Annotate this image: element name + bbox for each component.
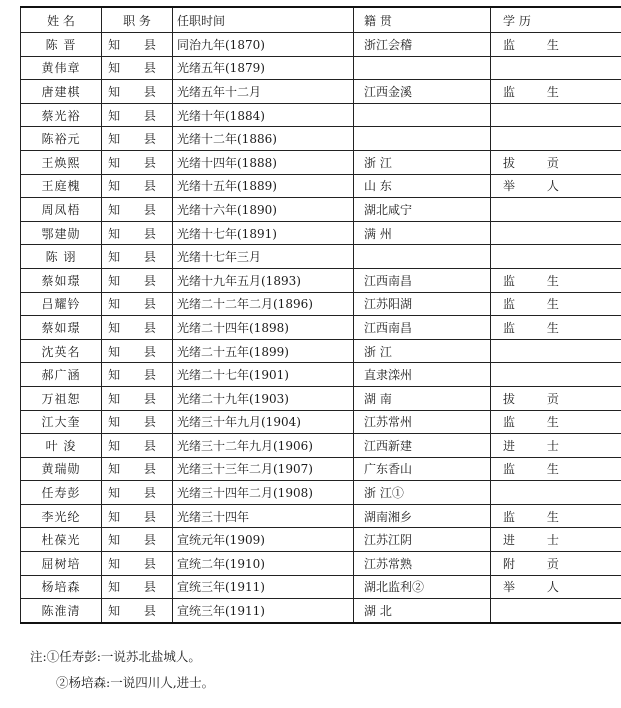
cell-post: 知 县 <box>102 198 173 222</box>
cell-post: 知 县 <box>102 363 173 387</box>
table-row <box>21 457 621 481</box>
cell-origin: 浙 江① <box>354 481 491 505</box>
cell-origin: 广东香山 <box>354 457 491 481</box>
cell-origin: 江西金溪 <box>354 80 491 104</box>
cell-time: 光绪三十四年 <box>173 504 354 528</box>
cell-post: 知 县 <box>102 150 173 174</box>
cell-education: 监 生 <box>491 457 621 481</box>
cell-education <box>491 363 621 387</box>
cell-origin <box>354 56 491 80</box>
table-row <box>21 198 621 222</box>
cell-name: 陈 诩 <box>21 245 102 269</box>
cell-time: 光绪十四年(1888) <box>173 150 354 174</box>
cell-origin: 湖 北 <box>354 599 491 623</box>
cell-name: 陈裕元 <box>21 127 102 151</box>
cell-post: 知 县 <box>102 80 173 104</box>
footnotes <box>30 644 605 696</box>
cell-origin: 湖南湘乡 <box>354 504 491 528</box>
cell-name: 杨培森 <box>21 575 102 599</box>
header-name: 姓 名 <box>21 7 102 33</box>
cell-origin <box>354 127 491 151</box>
table-row <box>21 339 621 363</box>
cell-post: 知 县 <box>102 316 173 340</box>
cell-time: 光绪三十三年二月(1907) <box>173 457 354 481</box>
cell-education: 举 人 <box>491 575 621 599</box>
cell-time: 光绪十年(1884) <box>173 103 354 127</box>
cell-name: 蔡如璟 <box>21 316 102 340</box>
cell-name: 王焕熙 <box>21 150 102 174</box>
table-header-row <box>21 7 621 33</box>
cell-time: 光绪三十四年二月(1908) <box>173 481 354 505</box>
table-row <box>21 528 621 552</box>
cell-name: 李光纶 <box>21 504 102 528</box>
cell-time: 光绪二十九年(1903) <box>173 386 354 410</box>
cell-name: 江大奎 <box>21 410 102 434</box>
cell-origin: 浙 江 <box>354 150 491 174</box>
header-education: 学 历 <box>491 7 621 33</box>
cell-name: 吕耀钤 <box>21 292 102 316</box>
table-row <box>21 386 621 410</box>
cell-origin: 江苏常州 <box>354 410 491 434</box>
cell-name: 郝广涵 <box>21 363 102 387</box>
cell-post: 知 县 <box>102 221 173 245</box>
cell-origin: 江西南昌 <box>354 268 491 292</box>
cell-education <box>491 198 621 222</box>
header-post: 职 务 <box>102 7 173 33</box>
cell-origin: 湖 南 <box>354 386 491 410</box>
table-row <box>21 363 621 387</box>
cell-education: 监 生 <box>491 504 621 528</box>
cell-post: 知 县 <box>102 552 173 576</box>
cell-education: 附 贡 <box>491 552 621 576</box>
table-row <box>21 150 621 174</box>
cell-education: 监 生 <box>491 410 621 434</box>
cell-origin: 山 东 <box>354 174 491 198</box>
cell-post: 知 县 <box>102 174 173 198</box>
cell-time: 宣统三年(1911) <box>173 575 354 599</box>
cell-origin: 江苏阳湖 <box>354 292 491 316</box>
cell-education <box>491 221 621 245</box>
cell-education: 拔 贡 <box>491 386 621 410</box>
cell-time: 光绪十七年三月 <box>173 245 354 269</box>
cell-post: 知 县 <box>102 599 173 623</box>
table-row <box>21 268 621 292</box>
cell-time: 光绪五年十二月 <box>173 80 354 104</box>
cell-name: 蔡光裕 <box>21 103 102 127</box>
cell-origin: 湖北咸宁 <box>354 198 491 222</box>
cell-name: 陈淮清 <box>21 599 102 623</box>
cell-name: 任寿彭 <box>21 481 102 505</box>
header-origin: 籍 贯 <box>354 7 491 33</box>
cell-origin: 浙江会稽 <box>354 33 491 57</box>
cell-time: 宣统二年(1910) <box>173 552 354 576</box>
cell-education: 进 士 <box>491 528 621 552</box>
footnote-2: ②杨培森:一说四川人,进士。 <box>56 674 215 690</box>
cell-name: 沈英名 <box>21 339 102 363</box>
cell-education <box>491 103 621 127</box>
cell-post: 知 县 <box>102 103 173 127</box>
table-row <box>21 221 621 245</box>
cell-post: 知 县 <box>102 268 173 292</box>
cell-post: 知 县 <box>102 127 173 151</box>
cell-post: 知 县 <box>102 410 173 434</box>
table-row <box>21 504 621 528</box>
table-row <box>21 56 621 80</box>
cell-post: 知 县 <box>102 575 173 599</box>
footnote-1: 注:①任寿彭:一说苏北盐城人。 <box>30 648 201 664</box>
cell-education <box>491 599 621 623</box>
cell-name: 黄瑞勋 <box>21 457 102 481</box>
cell-education <box>491 127 621 151</box>
cell-time: 光绪三十二年九月(1906) <box>173 434 354 458</box>
cell-post: 知 县 <box>102 56 173 80</box>
table-body <box>21 33 621 623</box>
cell-origin <box>354 103 491 127</box>
cell-time: 光绪十九年五月(1893) <box>173 268 354 292</box>
table-row <box>21 33 621 57</box>
table-row <box>21 552 621 576</box>
cell-name: 叶 浚 <box>21 434 102 458</box>
cell-time: 光绪二十七年(1901) <box>173 363 354 387</box>
cell-name: 屈树培 <box>21 552 102 576</box>
cell-education: 拔 贡 <box>491 150 621 174</box>
cell-name: 鄂建勋 <box>21 221 102 245</box>
document-page <box>20 6 605 696</box>
cell-education <box>491 339 621 363</box>
cell-education <box>491 56 621 80</box>
cell-post: 知 县 <box>102 457 173 481</box>
cell-origin: 浙 江 <box>354 339 491 363</box>
table-row <box>21 292 621 316</box>
cell-origin: 江西南昌 <box>354 316 491 340</box>
table-row <box>21 174 621 198</box>
cell-post: 知 县 <box>102 245 173 269</box>
cell-name: 万祖恕 <box>21 386 102 410</box>
table-row <box>21 80 621 104</box>
cell-origin: 湖北监利② <box>354 575 491 599</box>
cell-origin: 江苏江阴 <box>354 528 491 552</box>
cell-post: 知 县 <box>102 386 173 410</box>
cell-post: 知 县 <box>102 292 173 316</box>
cell-post: 知 县 <box>102 504 173 528</box>
table-row <box>21 127 621 151</box>
cell-education: 监 生 <box>491 316 621 340</box>
cell-post: 知 县 <box>102 481 173 505</box>
cell-origin: 直隶滦州 <box>354 363 491 387</box>
table-row <box>21 481 621 505</box>
cell-education: 监 生 <box>491 268 621 292</box>
cell-education: 监 生 <box>491 292 621 316</box>
cell-name: 陈 晋 <box>21 33 102 57</box>
table-row <box>21 316 621 340</box>
cell-education: 监 生 <box>491 80 621 104</box>
table-row <box>21 410 621 434</box>
cell-post: 知 县 <box>102 528 173 552</box>
cell-time: 光绪五年(1879) <box>173 56 354 80</box>
cell-post: 知 县 <box>102 33 173 57</box>
header-time: 任职时间 <box>173 7 354 33</box>
cell-time: 宣统元年(1909) <box>173 528 354 552</box>
cell-time: 光绪十二年(1886) <box>173 127 354 151</box>
cell-name: 王庭槐 <box>21 174 102 198</box>
cell-education: 监 生 <box>491 33 621 57</box>
cell-time: 光绪三十年九月(1904) <box>173 410 354 434</box>
cell-time: 光绪十六年(1890) <box>173 198 354 222</box>
cell-education <box>491 245 621 269</box>
magistrate-table <box>20 6 621 624</box>
cell-education: 举 人 <box>491 174 621 198</box>
cell-origin: 江苏常熟 <box>354 552 491 576</box>
cell-name: 杜葆光 <box>21 528 102 552</box>
cell-time: 光绪十七年(1891) <box>173 221 354 245</box>
cell-name: 蔡如璟 <box>21 268 102 292</box>
cell-name: 唐建棋 <box>21 80 102 104</box>
table-row <box>21 245 621 269</box>
cell-origin: 江西新建 <box>354 434 491 458</box>
cell-time: 光绪二十五年(1899) <box>173 339 354 363</box>
table-row <box>21 599 621 623</box>
cell-origin: 满 州 <box>354 221 491 245</box>
cell-post: 知 县 <box>102 434 173 458</box>
cell-post: 知 县 <box>102 339 173 363</box>
cell-time: 光绪二十四年(1898) <box>173 316 354 340</box>
table-row <box>21 434 621 458</box>
cell-education <box>491 481 621 505</box>
cell-name: 黄伟章 <box>21 56 102 80</box>
cell-origin <box>354 245 491 269</box>
cell-time: 光绪十五年(1889) <box>173 174 354 198</box>
cell-education: 进 士 <box>491 434 621 458</box>
table-row <box>21 575 621 599</box>
cell-time: 同治九年(1870) <box>173 33 354 57</box>
table-row <box>21 103 621 127</box>
cell-time: 光绪二十二年二月(1896) <box>173 292 354 316</box>
cell-name: 周凤梧 <box>21 198 102 222</box>
cell-time: 宣统三年(1911) <box>173 599 354 623</box>
